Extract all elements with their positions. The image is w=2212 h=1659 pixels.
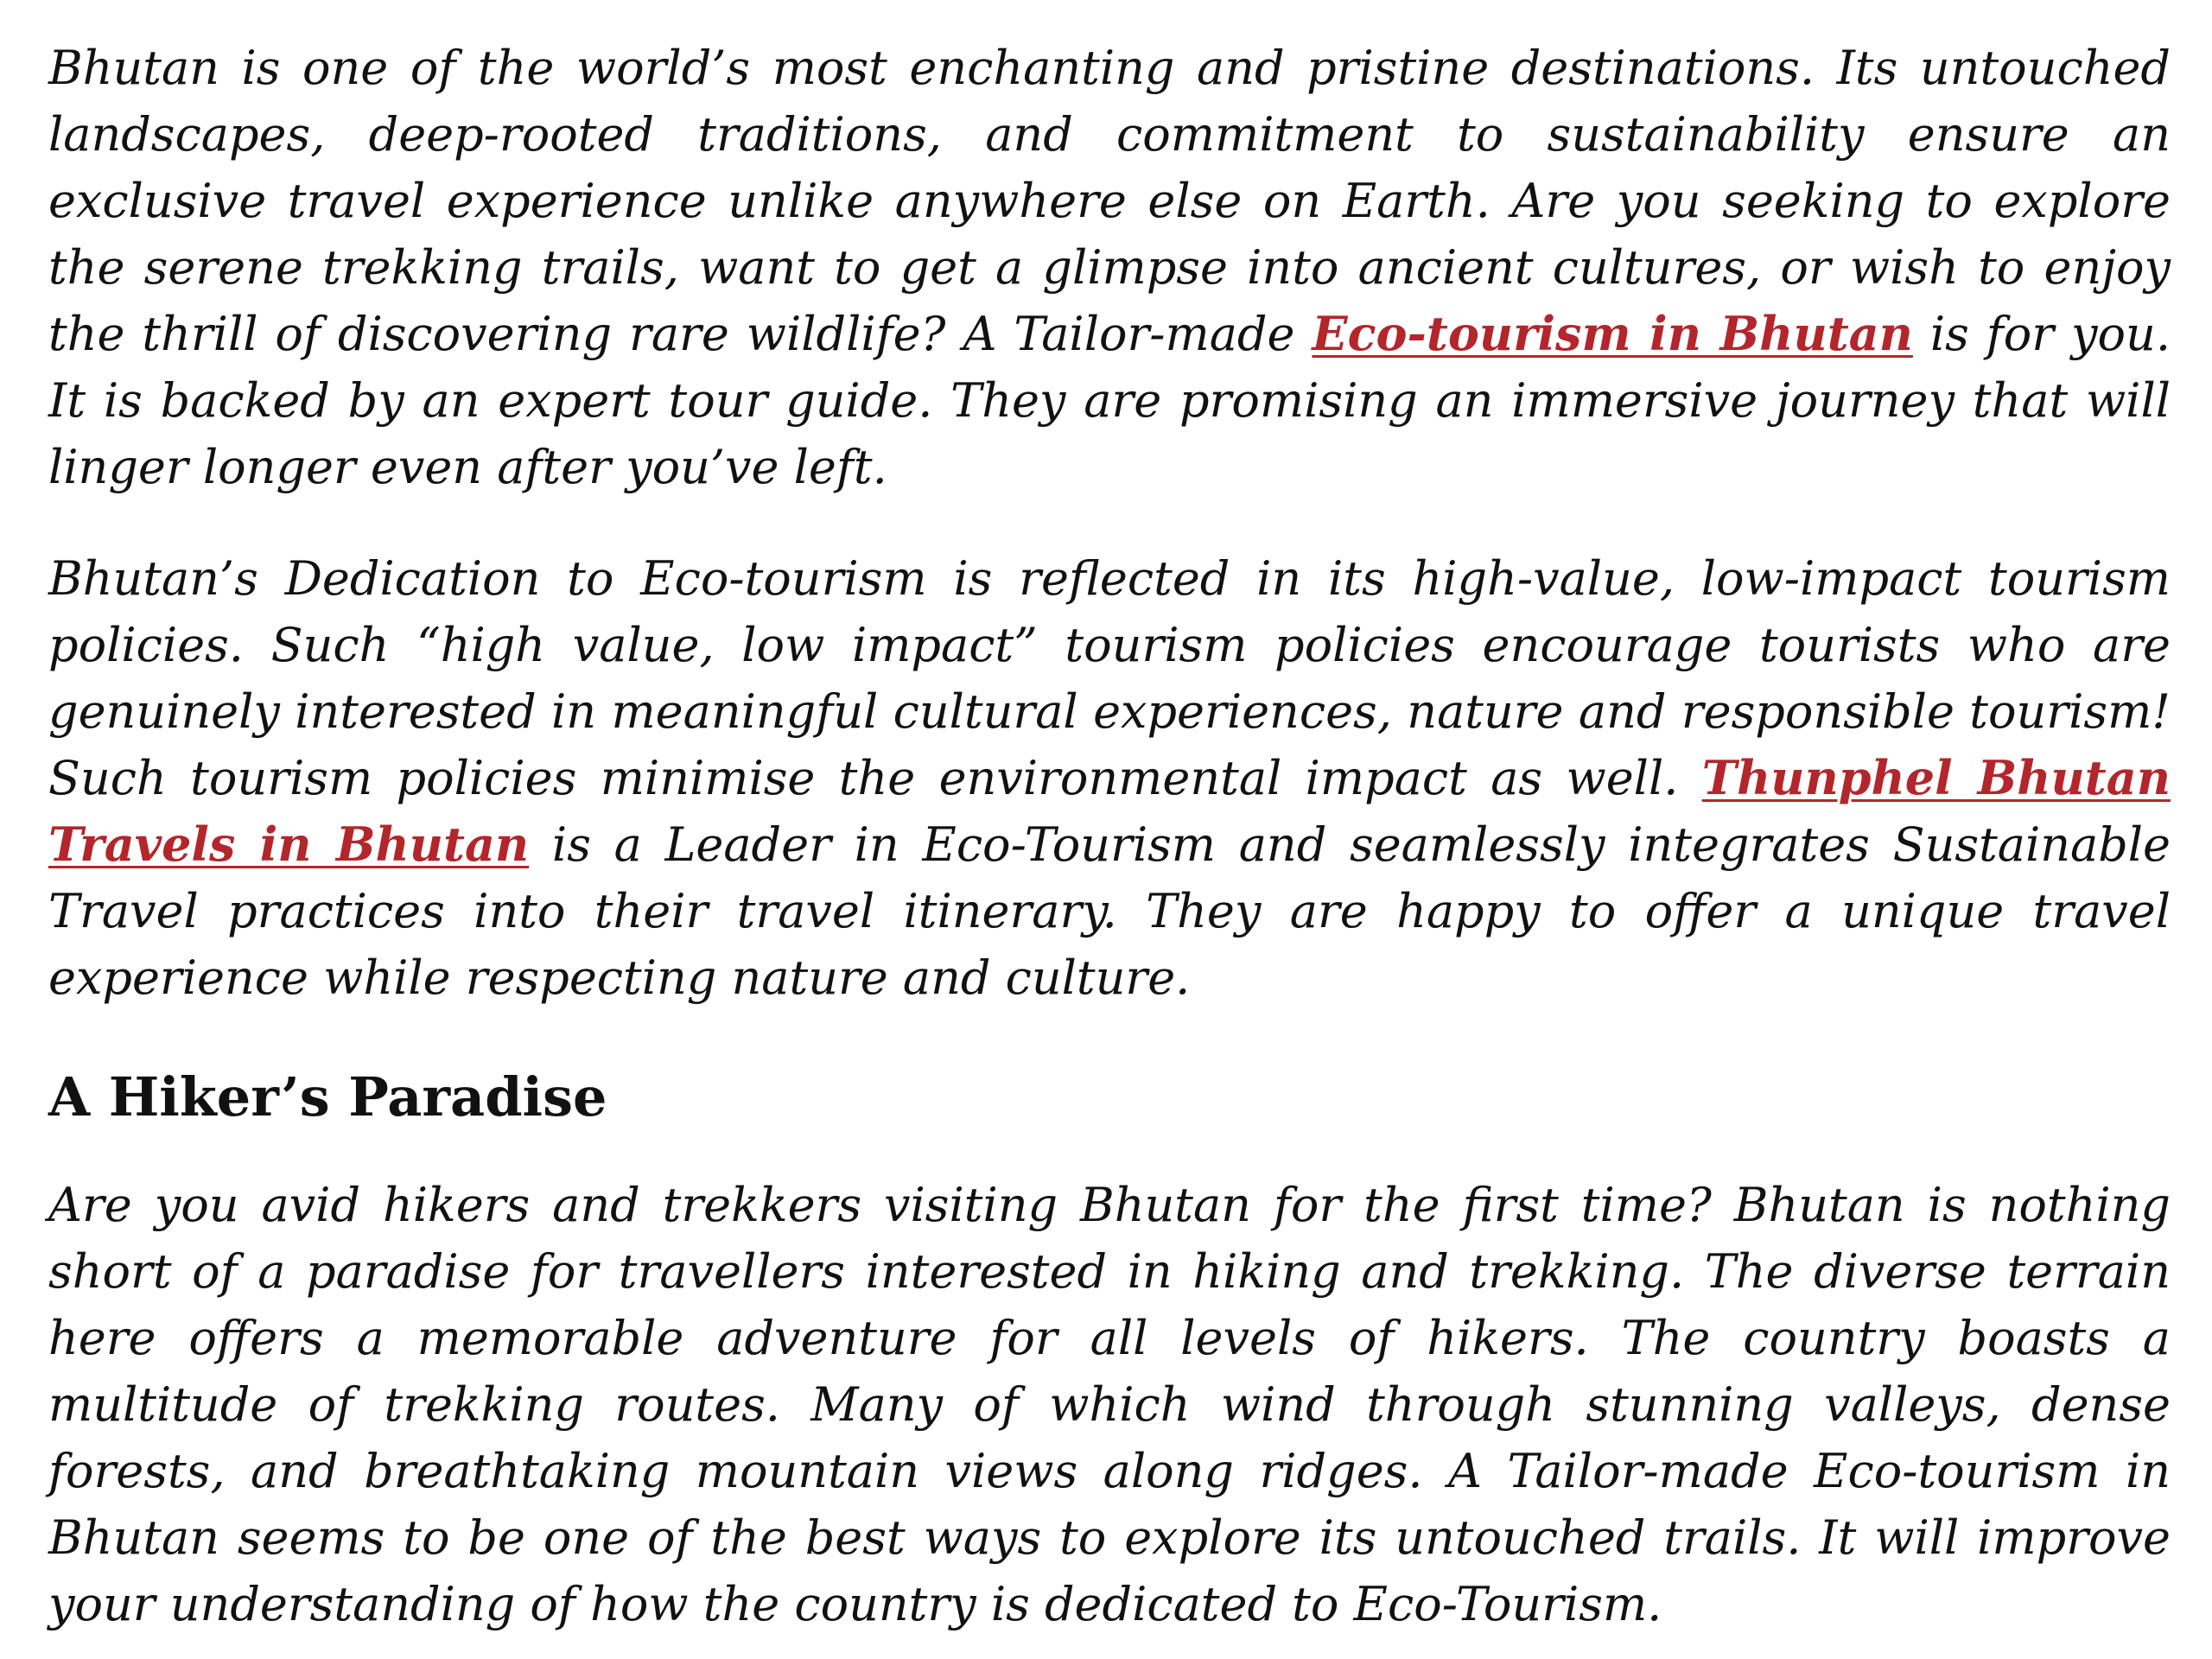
- article-body: [48, 35, 2171, 1637]
- dedication-text-start: Bhutan’s Dedication to Eco-tourism is reflected in its high-value, low-impact tourism policies. Such “high value, low impact” tourism policies encourage tourists who are genuinely interested in meaningful cultural experiences, nature and responsible tourism! Such tourism policies minimise the environmental impact as well.: [48, 551, 2171, 805]
- dedication-paragraph: [48, 545, 2171, 1011]
- eco-tourism-link[interactable]: Eco-tourism in Bhutan: [1312, 306, 1913, 361]
- intro-text-start: Bhutan is one of the world’s most enchanting and pristine destinations. Its untouched landscapes, deep-rooted traditions, and commitment to sustainability ensure an exclusive travel experience unlike anywhere else on Earth. Are you seeking to explore the serene trekking trails, want to get a glimpse into ancient cultures, or wish to enjoy the thrill of discovering rare wildlife? A Tailor-made: [48, 41, 2171, 361]
- hiker-paragraph: Are you avid hikers and trekkers visiting Bhutan for the first time? Bhutan is nothing short of a paradise for travellers interested in hiking and trekking. The diverse terrain here offers a memorable adventure for all levels of hikers. The country boasts a multitude of trekking routes. Many of which wind through stunning valleys, dense forests, and breathtaking mountain views along ridges. A Tailor-made Eco-tourism in Bhutan seems to be one of the best ways to explore its untouched trails. It will improve your understanding of how the country is dedicated to Eco-Tourism.: [48, 1178, 2171, 1631]
- section-heading: A Hiker’s Paradise: [48, 1065, 607, 1128]
- thunphel-travels-link[interactable]: Thunphel Bhutan Travels in Bhutan: [48, 750, 2171, 872]
- dedication-text-end: is a Leader in Eco-Tourism and seamlessly integrates Sustainable Travel practices into their travel itinerary. They are happy to offer a unique travel experience while respecting nature and culture.: [48, 817, 2171, 1005]
- intro-paragraph: [48, 35, 2171, 500]
- intro-text-end: is for you. It is backed by an expert tour guide. They are promising an immersive journey that will linger longer even after you’ve left.: [48, 307, 2171, 494]
